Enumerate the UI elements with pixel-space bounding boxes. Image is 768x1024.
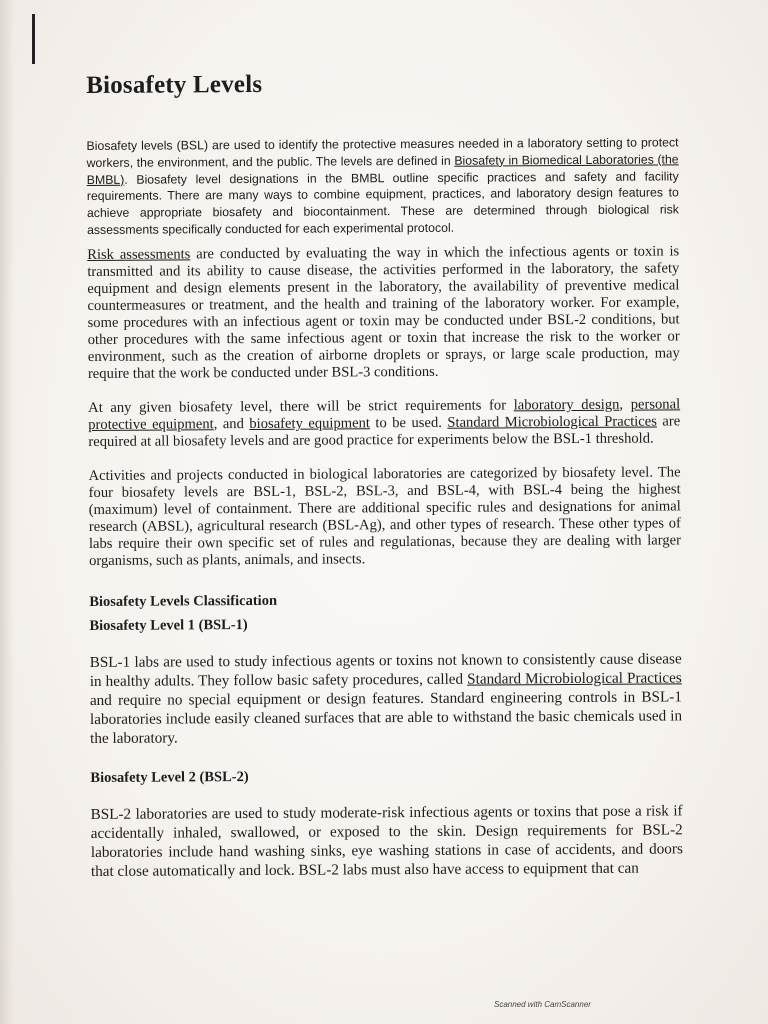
risk-paragraph [87, 243, 680, 383]
bsl2-heading: Biosafety Level 2 (BSL-2) [90, 768, 249, 786]
margin-mark [32, 14, 35, 64]
requirements-paragraph [88, 396, 680, 451]
req-text-e: are required at all biosafety levels and are good practice for experiments below the BSL-1 threshold. [88, 413, 681, 450]
risk-assessments-link[interactable]: Risk assessments [87, 246, 191, 263]
risk-text: are conducted by evaluating the way in which the infectious agents or toxin is transmitted and its ability to cause disease, the activities performed in the laboratory, the safety equipment and design elements present in the laboratory, the availability of preventive medical countermeasures or treatment, and the health and training of the laboratory worker. For example, some procedures with an infectious agent or toxin may be conducted under BSL-2 conditions, but other procedures with the same infectious agent or toxin that increase the risk to the worker or environment, such as the creation of airborne droplets or sprays, or large scale production, may require that the work be conducted under BSL-3 conditions. [87, 243, 680, 382]
bsl1-heading: Biosafety Level 1 (BSL-1) [89, 616, 248, 634]
req-text-a: At any given biosafety level, there will be strict requirements for [88, 397, 514, 416]
intro-paragraph [86, 134, 679, 238]
page-edge-shadow [0, 0, 14, 1024]
bsl1-text-b: and require no special equipment or design features. Standard engineering controls in BSL-1 laboratories include easily cleaned surfaces that are able to withstand the basic chemicals used in the laboratory. [89, 688, 683, 747]
req-text-d: to be used. [369, 414, 448, 432]
intro-text-b: . Biosafety level designations in the BMBL outline specific practices and safety and facility requirements. There are many ways to combine equipment, practices, and laboratory design features to achieve appropriate biosafety and biocontainment. These are determined through biological risk assessments specifically conducted for each experimental protocol. [86, 168, 679, 237]
smp-link[interactable]: Standard Microbiological Practices [447, 413, 657, 431]
scanner-watermark: Scanned with CamScanner [494, 1000, 591, 1009]
ppe-link[interactable]: personal protective equipment [88, 396, 681, 433]
laboratory-design-link[interactable]: laboratory design [513, 396, 620, 414]
categories-paragraph: Activities and projects conducted in biological laboratories are categorized by biosafety level. The four biosafety levels are BSL-1, BSL-2, BSL-3, and BSL-4, with BSL-4 being the highest (maximum) level of containment. There are additional specific rules and designations for animal research (ABSL), agricultural research (BSL-Ag), and other types of research. These other types of labs require their own specific set of rules and regulationas, because they are dealing with larger organisms, such as plants, animals, and insects. [88, 464, 681, 569]
biosafety-equipment-link[interactable]: biosafety equipment [249, 415, 370, 432]
classification-heading: Biosafety Levels Classification [89, 592, 278, 610]
intro-text-a: Biosafety levels (BSL) are used to identify the protective measures needed in a laboratory setting to protect workers, the environment, and the public. The levels are defined in [86, 135, 679, 170]
page-title: Biosafety Levels [86, 70, 263, 99]
bsl1-text-a: BSL-1 labs are used to study infectious agents or toxins not known to consistently cause disease in healthy adults. They follow basic safety procedures, called [89, 650, 682, 690]
req-text-c: , and [213, 415, 250, 433]
bsl2-paragraph: BSL-2 laboratories are used to study moderate-risk infectious agents or toxins that pose a risk if accidentally inhaled, swallowed, or exposed to the skin. Design requirements for BSL-2 laboratories include hand washing sinks, eye washing stations in case of accidents, and doors that close automatically and lock. BSL-2 labs must also have access to equipment that can [90, 802, 683, 880]
document-body [86, 56, 683, 880]
bsl1-paragraph [90, 649, 683, 748]
bmbl-link[interactable]: Biosafety in Biomedical Laboratories (the BMBL) [86, 152, 679, 187]
bsl1-smp-link[interactable]: Standard Microbiological Practices [467, 669, 682, 688]
req-text-b: , [619, 396, 631, 413]
